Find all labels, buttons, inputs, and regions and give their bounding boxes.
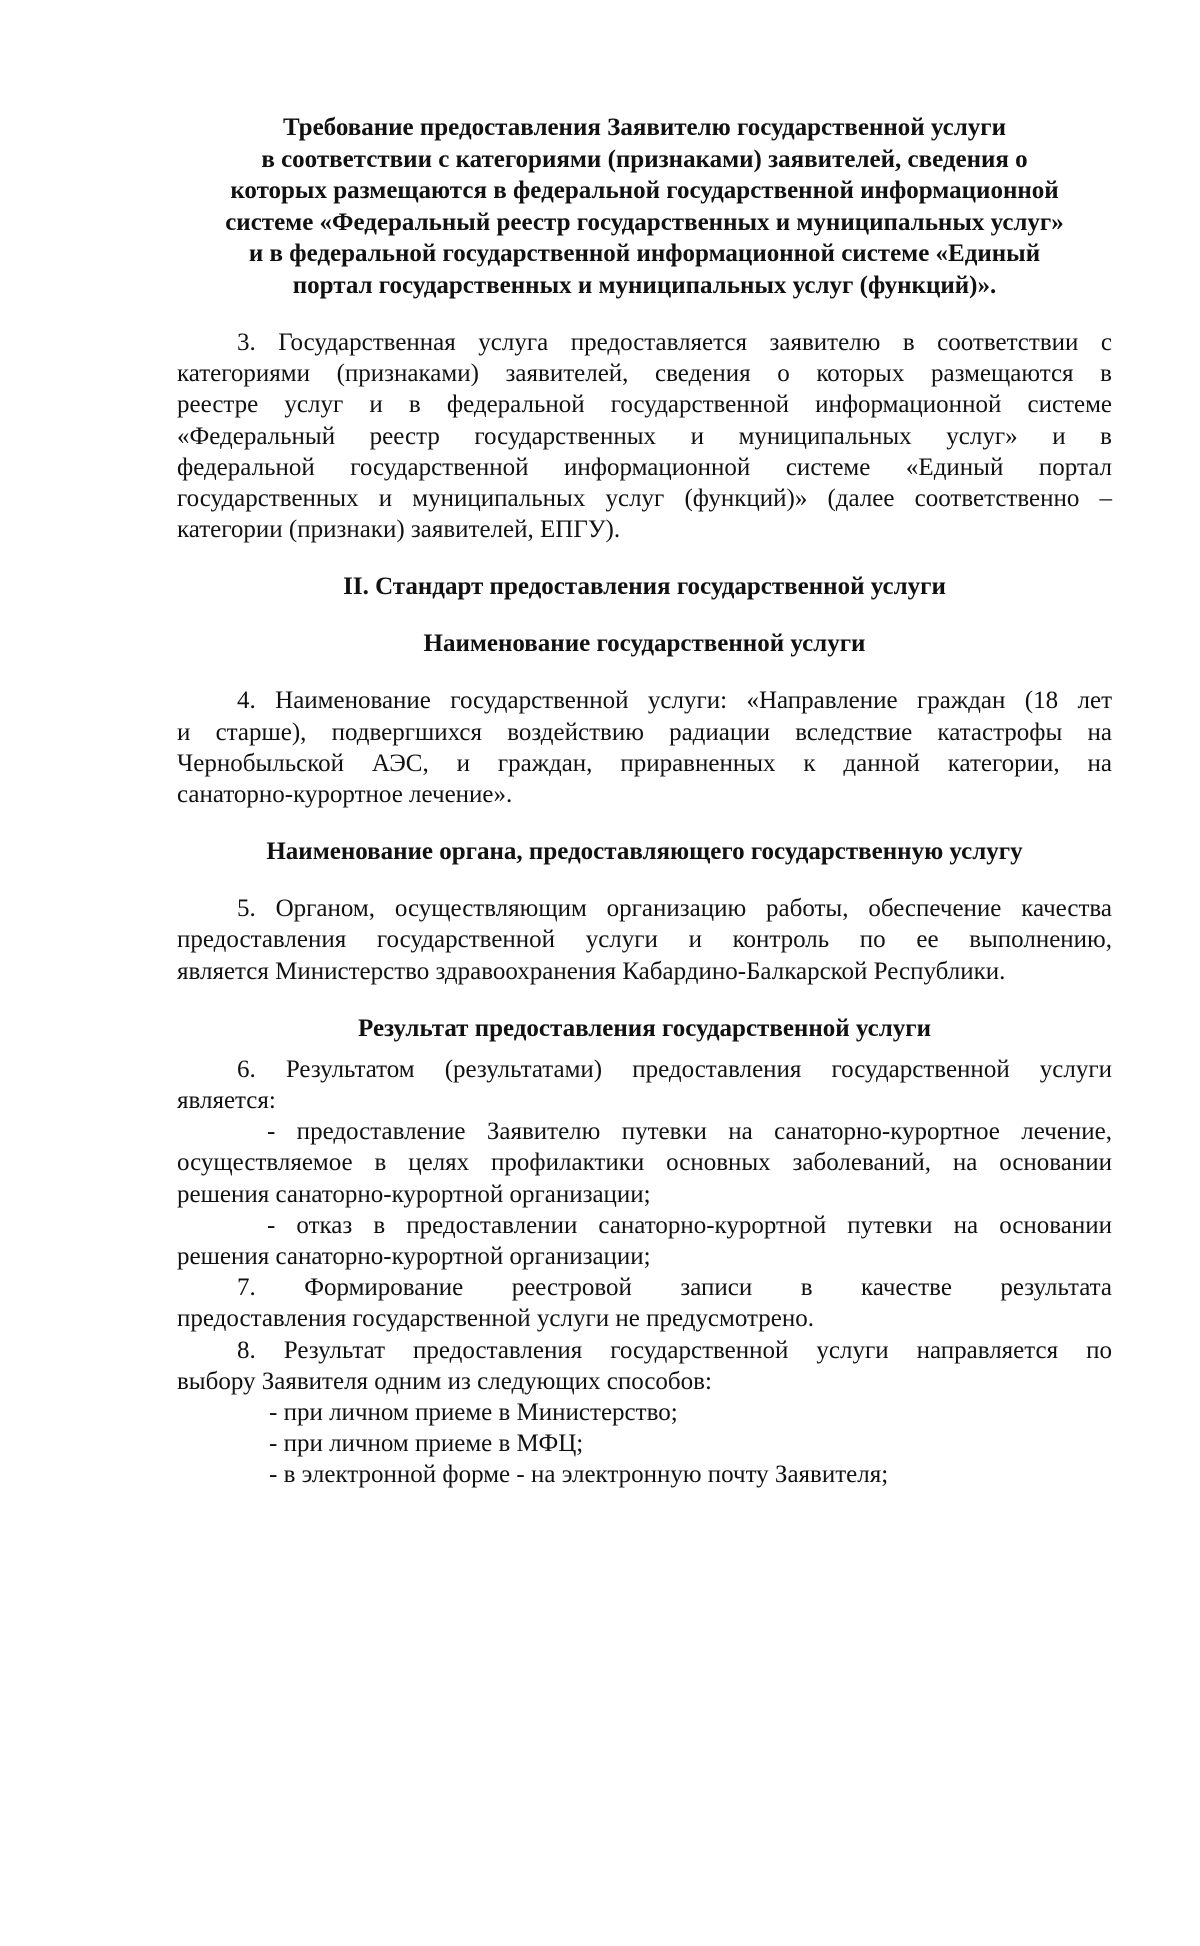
subsection-title: Наименование органа, предоставляющего государственную услугу — [266, 838, 1023, 866]
list-item: - в электронной форме - на электронную почту Заявителя; — [269, 1461, 889, 1489]
text-line: 6. Результатом (результатами) предоставления государственной услуги — [237, 1055, 1112, 1083]
text-line: - предоставление Заявителю путевки на санаторно-курортное лечение, — [267, 1118, 1112, 1146]
text-line: категории (признаки) заявителей, ЕПГУ). — [177, 516, 621, 544]
subsection-title: Наименование государственной услуги — [423, 630, 866, 658]
text-line: предоставления государственной услуги и контроль по ее выполнению, — [177, 926, 1112, 954]
subsection-title: Результат предоставления государственной услуги — [358, 1014, 931, 1042]
list-item: - при личном приеме в Министерство; — [269, 1399, 678, 1427]
text-line: федеральной государственной информационной системе «Единый портал — [177, 453, 1112, 481]
text-line: 7. Формирование реестровой записи в качестве результата — [237, 1274, 1112, 1302]
result-item-2 — [177, 1210, 1112, 1272]
text-line: 3. Государственная услуга предоставляется заявителю в соответствии с — [237, 329, 1112, 356]
text-line: 4. Наименование государственной услуги: «Направление граждан (18 лет — [237, 687, 1112, 715]
heading-line: системе «Федеральный реестр государственных и муниципальных услуг» — [225, 208, 1064, 236]
text-line: реестре услуг и в федеральной государственной информационной системе — [177, 391, 1112, 419]
text-line: Чернобыльской АЭС, и граждан, приравненных к данной категории, на — [177, 749, 1112, 777]
text-line: государственных и муниципальных услуг (функций)» (далее соответственно – — [177, 485, 1112, 513]
heading-line: и в федеральной государственной информационной системе «Единый — [248, 240, 1041, 267]
paragraph-3 — [177, 327, 1112, 545]
document-heading — [177, 112, 1112, 301]
document-body — [177, 112, 1112, 1491]
text-line: является Министерство здравоохранения Кабардино-Балкарской Республики. — [177, 957, 1006, 985]
text-line: «Федеральный реестр государственных и муниципальных услуг» и в — [177, 422, 1112, 450]
heading-line: портал государственных и муниципальных услуг (функций)». — [292, 271, 997, 299]
paragraph-6 — [177, 1054, 1112, 1116]
section-title: II. Стандарт предоставления государственной услуги — [343, 573, 946, 601]
paragraph-5 — [177, 893, 1112, 987]
list-item: - при личном приеме в МФЦ; — [269, 1430, 584, 1458]
delivery-methods-list — [177, 1397, 1112, 1491]
text-line: выбору Заявителя одним из следующих способов: — [177, 1367, 712, 1395]
text-line: - отказ в предоставлении санаторно-курортной путевки на основании — [267, 1211, 1112, 1239]
paragraph-4 — [177, 685, 1112, 810]
text-line: 8. Результат предоставления государственной услуги направляется по — [237, 1336, 1112, 1364]
paragraph-7 — [177, 1272, 1112, 1334]
heading-line: в соответствии с категориями (признаками) заявителей, сведения о — [261, 145, 1028, 173]
text-line: предоставления государственной услуги не предусмотрено. — [177, 1305, 814, 1333]
result-item-1 — [177, 1116, 1112, 1210]
heading-line: Требование предоставления Заявителю государственной услуги — [282, 114, 1007, 141]
text-line: решения санаторно-курортной организации; — [177, 1243, 651, 1271]
text-line: 5. Органом, осуществляющим организацию работы, обеспечение качества — [237, 895, 1112, 923]
text-line: категориями (признаками) заявителей, сведения о которых размещаются в — [177, 360, 1112, 388]
text-line: решения санаторно-курортной организации; — [177, 1180, 651, 1208]
paragraph-8 — [177, 1335, 1112, 1397]
text-line: осуществляемое в целях профилактики основных заболеваний, на основании — [177, 1149, 1112, 1177]
text-line: является: — [177, 1087, 276, 1115]
text-line: санаторно-курортное лечение». — [177, 781, 513, 809]
text-line: и старше), подвергшихся воздействию радиации вследствие катастрофы на — [177, 718, 1112, 746]
heading-line: которых размещаются в федеральной государственной информационной — [230, 177, 1059, 204]
